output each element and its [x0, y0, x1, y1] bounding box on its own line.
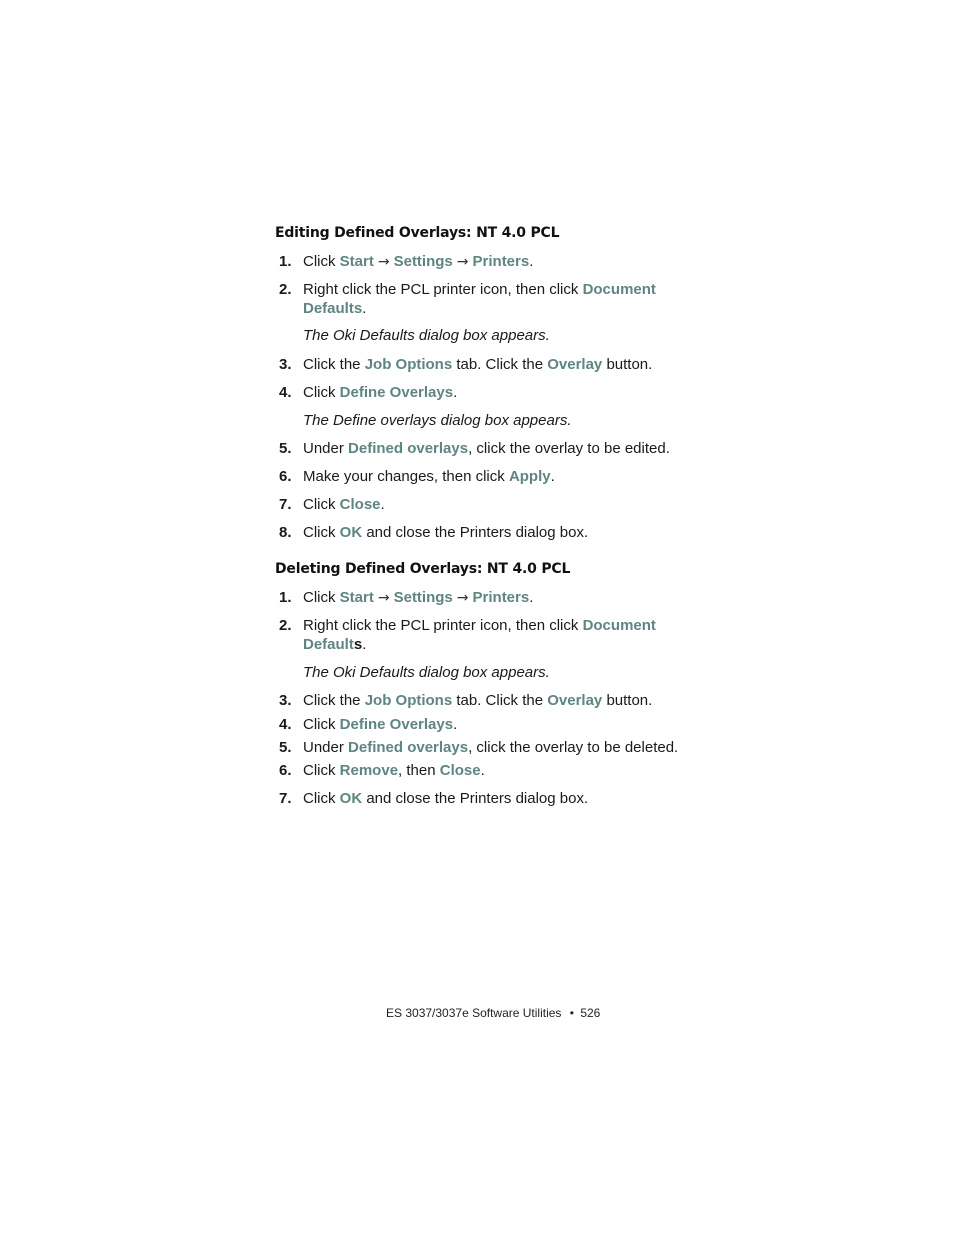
step-number: 6.	[279, 468, 292, 485]
keyword-defined-overlays: Defined overlays	[348, 739, 469, 756]
step-text: .	[529, 589, 534, 606]
page-number: 526	[580, 1006, 601, 1020]
keyword-defaults: Default	[303, 635, 354, 653]
step-text: Click	[303, 716, 340, 733]
step-2	[275, 617, 705, 654]
footer-bullet: •	[569, 1006, 574, 1020]
step-text: button.	[602, 356, 653, 373]
step-text: , then	[398, 762, 440, 779]
step-note: The Oki Defaults dialog box appears.	[303, 664, 550, 681]
step-4	[275, 716, 705, 735]
keyword-define-overlays: Define Overlays	[339, 716, 454, 733]
step-number: 2.	[279, 281, 292, 298]
page-footer	[386, 1006, 600, 1020]
keyword-settings: Settings	[393, 589, 453, 606]
keyword-start: Start	[339, 589, 374, 606]
keyword-ok: OK	[339, 790, 363, 807]
step-text: Right click the PCL printer icon, then click	[303, 281, 583, 298]
step-note: The Define overlays dialog box appears.	[303, 412, 572, 429]
step-number: 5.	[279, 440, 292, 457]
keyword-job-options: Job Options	[364, 356, 453, 373]
step-text: button.	[602, 692, 653, 709]
section-editing-overlays	[275, 224, 705, 541]
step-number: 1.	[279, 589, 292, 606]
step-8	[275, 524, 705, 543]
step-number: 4.	[279, 716, 292, 733]
step-text: , click the overlay to be edited.	[468, 440, 670, 457]
step-1	[275, 253, 705, 272]
keyword-apply: Apply	[508, 468, 551, 485]
step-4	[275, 384, 705, 403]
step-number: 7.	[279, 496, 292, 513]
keyword-settings: Settings	[393, 253, 453, 270]
step-text: , click the overlay to be deleted.	[468, 739, 679, 756]
step-number: 3.	[279, 356, 292, 373]
step-text: and close the Printers dialog box.	[362, 790, 589, 807]
arrow-icon: →	[377, 590, 390, 606]
step-text: .	[362, 299, 367, 317]
step-5	[275, 739, 705, 758]
step-text: .	[453, 384, 458, 401]
step-5	[275, 440, 705, 459]
keyword-start: Start	[339, 253, 374, 270]
step-text: Click	[303, 384, 340, 401]
section-heading: Editing Defined Overlays: NT 4.0 PCL	[275, 225, 560, 241]
section-deleting-overlays	[275, 560, 705, 807]
step-text: Make your changes, then click	[303, 468, 509, 485]
keyword-document: Document	[582, 281, 656, 298]
keyword-printers: Printers	[472, 253, 530, 270]
step-text: Under	[303, 440, 349, 457]
step-text: .	[480, 762, 485, 779]
step-text: .	[550, 468, 555, 485]
keyword-remove: Remove	[339, 762, 399, 779]
step-number: 4.	[279, 384, 292, 401]
section-heading: Deleting Defined Overlays: NT 4.0 PCL	[275, 561, 571, 577]
step-1	[275, 589, 705, 608]
arrow-icon: →	[377, 254, 390, 270]
keyword-printers: Printers	[472, 589, 530, 606]
step-text: Click	[303, 253, 340, 270]
step-text: .	[362, 635, 367, 653]
step-text: Click the	[303, 356, 365, 373]
arrow-icon: →	[456, 254, 469, 270]
step-text: tab. Click the	[452, 356, 548, 373]
step-note: The Oki Defaults dialog box appears.	[303, 327, 550, 344]
step-number: 8.	[279, 524, 292, 541]
step-number: 2.	[279, 617, 292, 634]
step-7	[275, 496, 705, 515]
step-number: 5.	[279, 739, 292, 756]
step-text: .	[529, 253, 534, 270]
keyword-defined-overlays: Defined overlays	[348, 440, 469, 457]
keyword-define-overlays: Define Overlays	[339, 384, 454, 401]
step-6	[275, 762, 705, 781]
step-text: .	[453, 716, 458, 733]
step-text: tab. Click the	[452, 692, 548, 709]
step-text: Click	[303, 790, 340, 807]
step-text: and close the Printers dialog box.	[362, 524, 589, 541]
step-text: Click the	[303, 692, 365, 709]
keyword-defaults: Defaults	[303, 299, 363, 317]
keyword-document: Document	[582, 617, 656, 634]
keyword-overlay: Overlay	[547, 692, 603, 709]
step-text: Click	[303, 589, 340, 606]
step-3	[275, 692, 705, 711]
step-text: Click	[303, 524, 340, 541]
step-text: Click	[303, 762, 340, 779]
step-text: s	[353, 635, 363, 653]
keyword-ok: OK	[339, 524, 363, 541]
keyword-job-options: Job Options	[364, 692, 453, 709]
step-number: 6.	[279, 762, 292, 779]
step-text: .	[380, 496, 385, 513]
step-number: 3.	[279, 692, 292, 709]
step-text: Under	[303, 739, 349, 756]
step-2	[275, 281, 705, 318]
step-number: 1.	[279, 253, 292, 270]
step-7	[275, 790, 705, 809]
keyword-overlay: Overlay	[547, 356, 603, 373]
step-6	[275, 468, 705, 487]
keyword-close: Close	[439, 762, 481, 779]
step-number: 7.	[279, 790, 292, 807]
keyword-close: Close	[339, 496, 381, 513]
arrow-icon: →	[456, 590, 469, 606]
step-3	[275, 356, 705, 375]
footer-title: ES 3037/3037e Software Utilities	[386, 1006, 562, 1020]
step-text: Click	[303, 496, 340, 513]
step-text: Right click the PCL printer icon, then click	[303, 617, 583, 634]
